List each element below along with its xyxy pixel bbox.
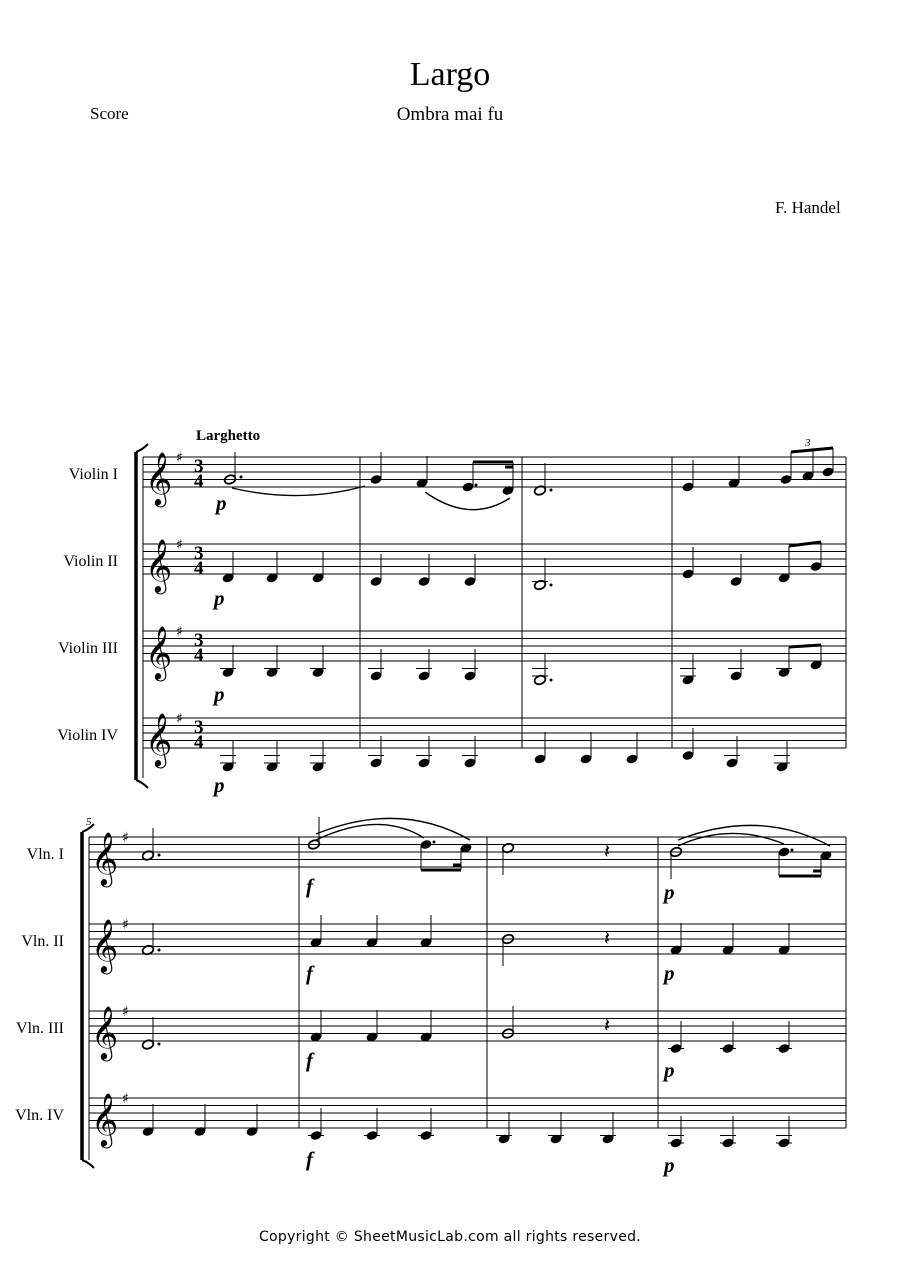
copyright-notice: Copyright © SheetMusicLab.com all rights reserved. <box>258 1229 642 1245</box>
dot <box>158 1043 161 1046</box>
dynamic-marking: p <box>214 682 225 706</box>
dynamic-marking: p <box>664 961 675 985</box>
time-signatures <box>194 456 204 753</box>
treble-clef-icon: 𝄞 <box>145 538 173 592</box>
notes-violin-4 <box>141 1104 792 1149</box>
instrument-name: Vln. I <box>26 846 64 863</box>
system-2 <box>15 816 846 1177</box>
score-label: Score <box>90 104 129 123</box>
sharp-icon: ♯ <box>122 1004 129 1020</box>
treble-clef-icon: 𝄞 <box>145 625 173 679</box>
dynamic-marking: f <box>306 1147 313 1171</box>
dynamic-marking: f <box>306 1048 313 1072</box>
dot <box>158 854 161 857</box>
sharp-icon: ♯ <box>122 830 129 846</box>
barlines <box>360 457 846 748</box>
score-title: Largo <box>409 56 491 93</box>
treble-clef-icon: 𝄞 <box>91 831 119 885</box>
treble-clef-icon: 𝄞 <box>91 918 119 972</box>
sharp-icon: ♯ <box>176 624 183 640</box>
dot <box>158 949 161 952</box>
dynamic-marking: p <box>664 1153 675 1177</box>
instrument-name: Violin II <box>63 553 118 570</box>
instrument-name: Violin III <box>58 640 118 657</box>
notes-violin-3 <box>141 1006 792 1054</box>
time-signature-top: 3 <box>194 456 204 477</box>
dynamic-marking: p <box>664 880 675 904</box>
instrument-name: Vln. IV <box>15 1107 64 1124</box>
dot <box>791 849 794 852</box>
notes-violin-4 <box>220 728 790 773</box>
sharp-icon: ♯ <box>176 450 183 466</box>
key-signatures <box>122 830 129 1107</box>
treble-clef-icon: 𝄞 <box>91 1005 119 1059</box>
time-signature-top: 3 <box>194 543 204 564</box>
score-subtitle: Ombra mai fu <box>396 104 504 125</box>
dynamic-marking: p <box>664 1058 675 1082</box>
clefs <box>145 451 172 768</box>
treble-clef-icon: 𝄞 <box>91 1092 119 1146</box>
dot <box>240 476 243 479</box>
system-1 <box>57 428 846 797</box>
treble-clef-icon: 𝄞 <box>145 451 173 505</box>
sharp-icon: ♯ <box>176 711 183 727</box>
quarter-rest-icon: 𝄽 <box>604 1013 611 1037</box>
barlines <box>299 837 846 1128</box>
instrument-name: Violin IV <box>57 727 118 744</box>
dynamic-marking: p <box>216 491 227 515</box>
dot <box>475 484 478 487</box>
sharp-icon: ♯ <box>122 917 129 933</box>
composer-name: F. Handel <box>775 198 841 217</box>
slur <box>316 824 424 840</box>
measure-number: 5 <box>86 816 92 828</box>
instrument-name: Violin I <box>68 466 118 483</box>
instrument-name: Vln. II <box>21 933 64 950</box>
dot <box>550 489 553 492</box>
time-signature-bottom: 4 <box>194 471 204 492</box>
key-signatures <box>176 450 183 727</box>
dynamic-marking: p <box>214 586 225 610</box>
staff-lines <box>89 837 846 1128</box>
clefs <box>91 831 118 1148</box>
treble-clef-icon: 𝄞 <box>145 712 173 766</box>
dynamic-marking: f <box>306 874 313 898</box>
sharp-icon: ♯ <box>122 1091 129 1107</box>
quarter-rest-icon: 𝄽 <box>604 926 611 950</box>
dynamic-marking: p <box>214 773 225 797</box>
time-signature-bottom: 4 <box>194 732 204 753</box>
notes-violin-2 <box>141 915 790 966</box>
dynamic-marking: f <box>306 961 313 985</box>
notes-violin-3 <box>220 645 823 686</box>
quarter-rest-icon: 𝄽 <box>604 839 611 863</box>
tuplet-number: 3 <box>805 437 811 449</box>
tempo-marking: Larghetto <box>196 428 261 444</box>
staff-lines <box>143 457 846 748</box>
dot <box>433 841 436 844</box>
time-signature-bottom: 4 <box>194 645 204 666</box>
time-signature-top: 3 <box>194 717 204 738</box>
notes-violin-1 <box>223 437 834 510</box>
dot <box>550 679 553 682</box>
slur <box>425 492 510 510</box>
dot <box>550 584 553 587</box>
time-signature-bottom: 4 <box>194 558 204 579</box>
sharp-icon: ♯ <box>176 537 183 553</box>
time-signature-top: 3 <box>194 630 204 651</box>
instrument-name: Vln. III <box>16 1020 64 1037</box>
